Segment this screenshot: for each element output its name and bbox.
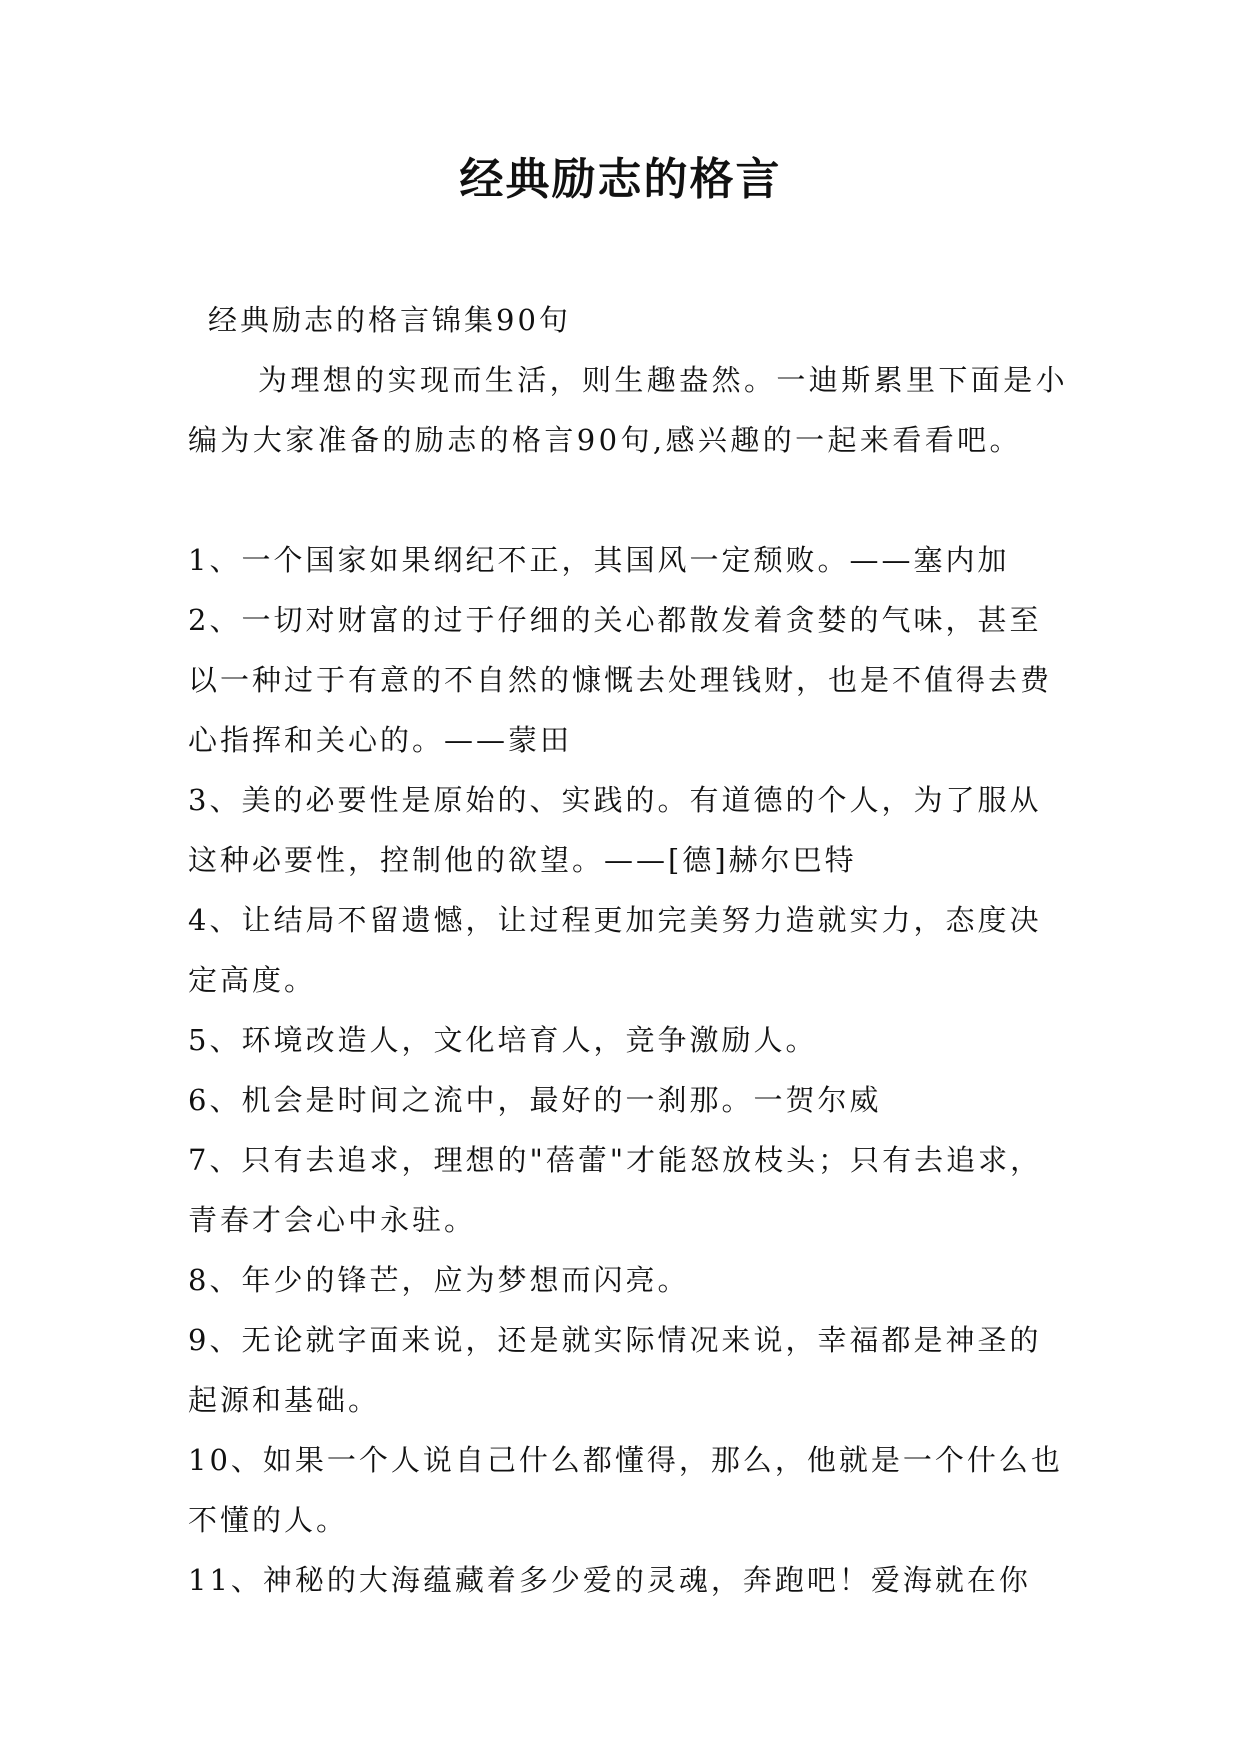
quote-item: 4、让结局不留遗憾，让过程更加完美努力造就实力，态度决定高度。: [188, 903, 1042, 997]
quote-item: 3、美的必要性是原始的、实践的。有道德的个人，为了服从这种必要性，控制他的欲望。——[德]赫尔巴特: [188, 783, 1042, 877]
quote-item: 11、神秘的大海蕴藏着多少爱的灵魂，奔跑吧！爱海就在你: [188, 1563, 1031, 1597]
quote-item: 5、环境改造人，文化培育人，竞争激励人。: [188, 1023, 818, 1057]
page-title: 经典励志的格言: [459, 154, 782, 205]
quote-item: 10、如果一个人说自己什么都懂得，那么，他就是一个什么也不懂的人。: [188, 1443, 1063, 1537]
quote-item: 1、一个国家如果纲纪不正，其国风一定颓败。——塞内加: [188, 543, 1010, 577]
quote-item: 7、只有去追求，理想的"蓓蕾"才能怒放枝头；只有去追求，青春才会心中永驻。: [188, 1143, 1043, 1237]
quote-list: [188, 530, 1068, 1610]
document-subtitle: 经典励志的格言锦集90句: [208, 303, 571, 337]
document-body: [188, 290, 1068, 1610]
quote-item: 9、无论就字面来说，还是就实际情况来说，幸福都是神圣的起源和基础。: [188, 1323, 1042, 1417]
intro-paragraph: 为理想的实现而生活，则生趣盎然。一迪斯累里下面是小编为大家准备的励志的格言90句,感兴趣的一起来看看吧。: [188, 363, 1069, 457]
quote-item: 8、年少的锋芒，应为梦想而闪亮。: [188, 1263, 690, 1297]
quote-item: 2、一切对财富的过于仔细的关心都散发着贪婪的气味，甚至以一种过于有意的不自然的慷慨去处理钱财，也是不值得去费心指挥和关心的。——蒙田: [188, 603, 1053, 757]
paragraph-spacer: [188, 470, 1068, 530]
quote-item: 6、机会是时间之流中，最好的一刹那。一贺尔威: [188, 1083, 882, 1117]
